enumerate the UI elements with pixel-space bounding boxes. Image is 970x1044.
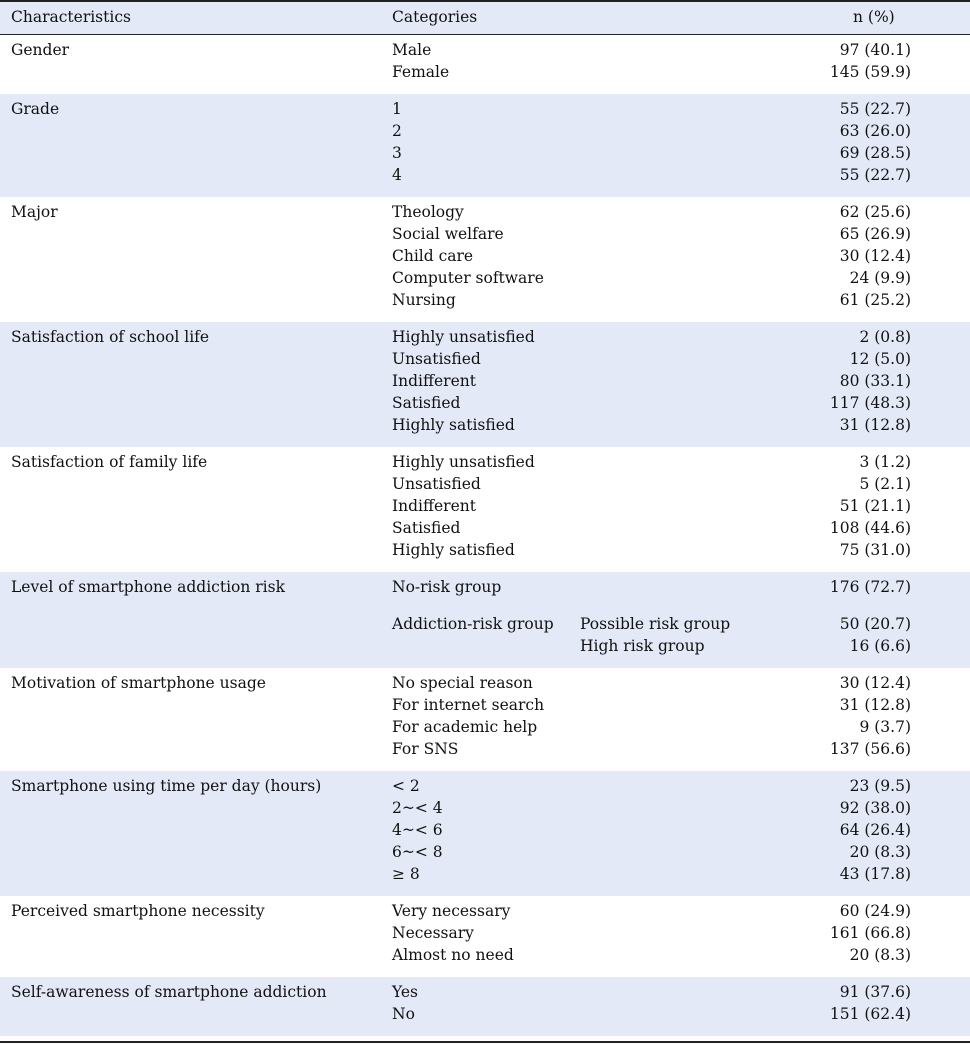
category-label: Indifferent — [392, 497, 476, 515]
n-percent-value: 137 (56.6) — [829, 740, 911, 758]
n-percent-value: 97 (40.1) — [839, 41, 911, 59]
n-percent-value: 55 (22.7) — [839, 100, 911, 118]
top-rule — [0, 0, 970, 2]
category-label: Computer software — [392, 269, 544, 287]
category-label: Yes — [392, 983, 419, 1001]
category-label: Highly satisfied — [392, 416, 515, 434]
category-label: Theology — [392, 203, 464, 221]
category-label: Necessary — [392, 924, 474, 942]
n-percent-value: 80 (33.1) — [839, 372, 911, 390]
n-percent-value: 3 (1.2) — [859, 453, 911, 471]
category-label: Addiction-risk group — [392, 615, 554, 633]
category-label: Satisfied — [392, 394, 461, 412]
category-label: For SNS — [392, 740, 459, 758]
characteristic-label: Motivation of smartphone usage — [11, 674, 266, 692]
n-percent-value: 30 (12.4) — [839, 247, 911, 265]
subcategory-label: Possible risk group — [580, 615, 731, 633]
category-label: Highly unsatisfied — [392, 328, 535, 346]
category-label: No-risk group — [392, 578, 502, 596]
category-label: 6~< 8 — [392, 843, 443, 861]
header-characteristics: Characteristics — [11, 8, 131, 26]
n-percent-value: 91 (37.6) — [839, 983, 911, 1001]
category-label: Highly satisfied — [392, 541, 515, 559]
n-percent-value: 9 (3.7) — [859, 718, 911, 736]
n-percent-value: 61 (25.2) — [839, 291, 911, 309]
characteristic-label: Grade — [11, 100, 60, 118]
n-percent-value: 145 (59.9) — [829, 63, 911, 81]
category-label: Unsatisfied — [392, 350, 481, 368]
category-label: 2 — [392, 122, 402, 140]
header-n-percent: n (%) — [853, 8, 895, 26]
n-percent-value: 63 (26.0) — [839, 122, 911, 140]
category-label: Indifferent — [392, 372, 476, 390]
n-percent-value: 69 (28.5) — [839, 144, 911, 162]
category-label: ≥ 8 — [392, 865, 420, 883]
category-label: Almost no need — [392, 946, 514, 964]
characteristic-label: Smartphone using time per day (hours) — [11, 777, 322, 795]
n-percent-value: 51 (21.1) — [839, 497, 911, 515]
subcategory-label: High risk group — [580, 637, 705, 655]
n-percent-value: 161 (66.8) — [829, 924, 911, 942]
characteristic-label: Gender — [11, 41, 70, 59]
characteristic-label: Major — [11, 203, 58, 221]
category-label: 3 — [392, 144, 402, 162]
category-label: Social welfare — [392, 225, 504, 243]
n-percent-value: 50 (20.7) — [839, 615, 911, 633]
n-percent-value: 12 (5.0) — [849, 350, 911, 368]
characteristic-label: Perceived smartphone necessity — [11, 902, 265, 920]
n-percent-value: 31 (12.8) — [839, 416, 911, 434]
category-label: Nursing — [392, 291, 456, 309]
n-percent-value: 75 (31.0) — [839, 541, 911, 559]
n-percent-value: 60 (24.9) — [839, 902, 911, 920]
group-1 — [0, 94, 970, 197]
characteristic-label: Satisfaction of family life — [11, 453, 208, 471]
n-percent-value: 31 (12.8) — [839, 696, 911, 714]
category-label: < 2 — [392, 777, 420, 795]
category-label: 1 — [392, 100, 402, 118]
category-label: For internet search — [392, 696, 545, 714]
n-percent-value: 20 (8.3) — [849, 946, 911, 964]
n-percent-value: 117 (48.3) — [829, 394, 911, 412]
category-label: 4 — [392, 166, 402, 184]
n-percent-value: 108 (44.6) — [829, 519, 911, 537]
characteristic-label: Satisfaction of school life — [11, 328, 210, 346]
n-percent-value: 55 (22.7) — [839, 166, 911, 184]
n-percent-value: 92 (38.0) — [839, 799, 911, 817]
characteristic-label: Self-awareness of smartphone addiction — [11, 983, 327, 1001]
n-percent-value: 16 (6.6) — [849, 637, 911, 655]
characteristic-label: Level of smartphone addiction risk — [11, 578, 285, 596]
category-label: For academic help — [392, 718, 538, 736]
category-label: Child care — [392, 247, 474, 265]
n-percent-value: 20 (8.3) — [849, 843, 911, 861]
category-label: Very necessary — [392, 902, 511, 920]
category-label: 4~< 6 — [392, 821, 443, 839]
header-categories: Categories — [392, 8, 478, 26]
category-label: No — [392, 1005, 415, 1023]
n-percent-value: 64 (26.4) — [839, 821, 911, 839]
category-label: Male — [392, 41, 432, 59]
n-percent-value: 62 (25.6) — [839, 203, 911, 221]
n-percent-value: 43 (17.8) — [839, 865, 911, 883]
n-percent-value: 176 (72.7) — [829, 578, 911, 596]
category-label: Unsatisfied — [392, 475, 481, 493]
category-label: Female — [392, 63, 450, 81]
category-label: Highly unsatisfied — [392, 453, 535, 471]
n-percent-value: 30 (12.4) — [839, 674, 911, 692]
table-header — [0, 0, 970, 35]
n-percent-value: 65 (26.9) — [839, 225, 911, 243]
group-0 — [0, 35, 970, 94]
bottom-rule — [0, 1041, 970, 1043]
category-label: 2~< 4 — [392, 799, 443, 817]
n-percent-value: 23 (9.5) — [849, 777, 911, 795]
n-percent-value: 2 (0.8) — [859, 328, 911, 346]
group-2 — [0, 197, 970, 322]
category-label: Satisfied — [392, 519, 461, 537]
n-percent-value: 24 (9.9) — [849, 269, 911, 287]
n-percent-value: 5 (2.1) — [859, 475, 911, 493]
n-percent-value: 151 (62.4) — [829, 1005, 911, 1023]
category-label: No special reason — [392, 674, 533, 692]
